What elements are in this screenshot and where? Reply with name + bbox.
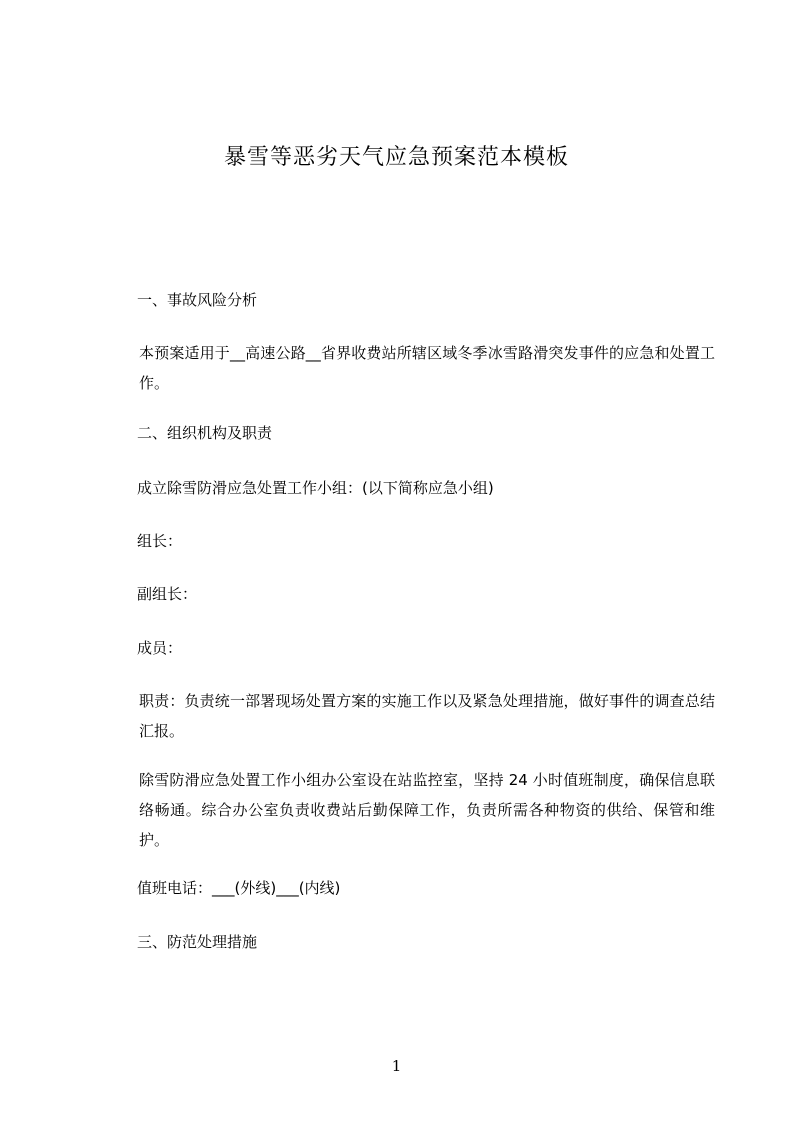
paragraph-duties — [103, 686, 715, 746]
paragraph-scope-text: 本预案适用于__高速公路__省界收费站所辖区域冬季冰雪路滑突发事件的应急和处置工作。 — [139, 344, 715, 392]
section-heading-organization: 二、组织机构及职责 — [137, 424, 273, 442]
paragraph-establish-group: 成立除雪防滑应急处置工作小组：(以下简称应急小组) — [137, 479, 494, 497]
field-duty-phone: 值班电话：___(外线)___(内线) — [137, 879, 341, 897]
paragraph-office — [103, 765, 715, 855]
page-number: 1 — [391, 1057, 402, 1075]
field-deputy-leader: 副组长： — [137, 585, 198, 603]
section-heading-risk-analysis: 一、事故风险分析 — [137, 291, 258, 309]
paragraph-duties-text: 职责：负责统一部署现场处置方案的实施工作以及紧急处理措施，做好事件的调查总结汇报。 — [139, 692, 715, 740]
document-title: 暴雪等恶劣天气应急预案范本模板 — [223, 145, 569, 170]
paragraph-scope — [103, 338, 715, 398]
section-heading-prevention: 三、防范处理措施 — [137, 933, 258, 951]
field-members: 成员： — [137, 639, 183, 657]
paragraph-office-text: 除雪防滑应急处置工作小组办公室设在站监控室，坚持 24 小时值班制度，确保信息联络畅通。综合办公室负责收费站后勤保障工作，负责所需各种物资的供给、保管和维护。 — [139, 771, 715, 849]
field-group-leader: 组长： — [137, 532, 183, 550]
